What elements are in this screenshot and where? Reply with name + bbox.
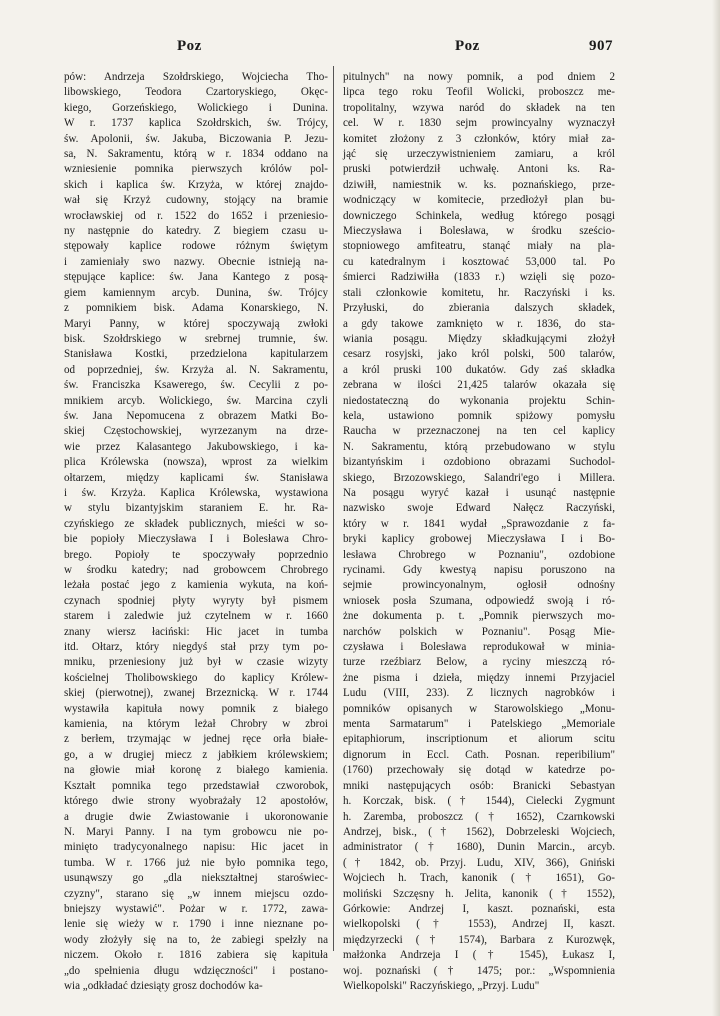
text-line: znany wiersz łaciński: Hic jacet in tumba: [64, 625, 328, 638]
text-line: rycinami. Gdy kwestyą napisu poruszono na: [343, 564, 615, 576]
text-line: moliński Szczęsny h. Jelita, kanonik († 1552),: [343, 887, 615, 900]
text-line: bizantyńskim i ozdobiono obrazami Suchodol-: [343, 456, 615, 469]
text-line: plica Królewska (nowsza), wprost za wielkim: [64, 456, 328, 469]
text-line: dignorum in Eccl. Cath. Posnan. reperibilium": [343, 748, 615, 761]
text-line: itd. Ołtarz, który niegdyś stał przy tym po-: [64, 641, 328, 654]
text-line: usunąwszy go „dla niekształtnej staroświec-: [64, 872, 328, 885]
text-line: woj. poznański († 1475; por.: „Wspomnienia: [343, 964, 615, 977]
text-line: a gdy takowe zamknięto w r. 1836, do sta-: [343, 317, 615, 330]
text-line: Górkowie: Andrzej I, kaszt. poznański, esta: [343, 902, 615, 915]
text-line: tropolitalny, wzywa naród do składek na ten: [343, 101, 615, 114]
text-line: wie przez Kalasantego Jakubowskiego, i ka-: [64, 440, 328, 453]
text-line: skich i kaplica św. Krzyża, w której znajdo-: [64, 178, 328, 191]
text-line: zebrana w ilości 21,425 talarów okazała się: [343, 379, 615, 392]
text-line: św. Jana Nepomucena z obrazem Matki Bo-: [64, 409, 328, 422]
text-line: na głowie miał koronę z białego kamienia.: [64, 764, 328, 777]
text-line: kościelnej Tholibowskiego do kaplicy Królew-: [64, 671, 328, 684]
text-line: mniku, przeniesiony już był w czasie wizyty: [64, 656, 328, 669]
text-line: bniejszy wystawić". Pożar w r. 1772, zawa-: [64, 902, 328, 915]
text-line: Ludu (VIII, 233). Z licznych nagrobków i: [343, 687, 615, 700]
text-line: cu katedralnym i kosztować 53,000 tal. Po: [343, 255, 615, 268]
text-line: z pomnikiem bisk. Adama Konarskiego, N.: [64, 302, 328, 315]
text-line: h. Zaremba, proboszcz († 1652), Czarnkowski: [343, 810, 615, 823]
text-line: i św. Krzyża. Kaplica Królewska, wystawiona: [64, 486, 328, 499]
text-line: Wojciech h. Trach, kanonik († 1651), Go-: [343, 872, 615, 885]
text-line: († 1842, ob. Przyj. Ludu, XIV, 366), Gniński: [343, 856, 615, 869]
text-line: małżonka Andrzeja I († 1545), Łukasz I,: [343, 949, 615, 962]
text-line: śmierci Radziwiłła (1833 r.) wzięli się pozo-: [343, 271, 615, 284]
text-line: skiego, Brzozowskiego, Salandri'ego i Millera.: [343, 471, 615, 484]
text-line: kamienia, na którym leżał Chrobry w zbroi: [64, 718, 328, 731]
text-line: nazwisko swoje Edward Nałęcz Raczyński,: [343, 502, 615, 515]
text-line: który w r. 1841 wydał „Sprawozdanie z fa-: [343, 517, 615, 530]
text-line: Przyłuski, do zbierania dalszych składek,: [343, 302, 615, 315]
text-line: Kształt pomnika tego przedstawiał czworobok,: [64, 779, 328, 792]
text-line: kiego, Gorzeńskiego, Wolickiego i Dunina.: [64, 101, 328, 114]
text-line: Wielkopolski" Raczyńskiego, „Przyj. Ludu": [343, 979, 540, 992]
text-line: ołtarzem, między kaplicami św. Stanisława: [64, 471, 328, 484]
text-line: stali członkowie komitetu, hr. Raczyński i ks.: [343, 286, 615, 299]
text-line: wielkopolski († 1553), Andrzej II, kaszt.: [343, 918, 615, 931]
text-line: stopniowego amfiteatru, stanąć miały na pla-: [343, 240, 615, 253]
text-line: komitet złożony z 3 członków, który miał za-: [343, 132, 615, 145]
text-line: pruski potwierdził uchwałę. Antoni ks. Ra-: [343, 163, 615, 176]
text-line: niczem. Około r. 1816 zabiera się kapituła: [64, 949, 328, 962]
text-line: stępowały kaplice rodowe różnym świętym: [64, 240, 328, 253]
text-line: wniosek posła Szumana, odpowiedź swoją i ró-: [343, 594, 615, 607]
text-line: wodniczący w komitecie, przedłożył plan bu-: [343, 194, 615, 207]
text-line: leżała postać jego z kamienia wykuta, na koń-: [64, 579, 328, 592]
text-line: wzniesienie pomnika pierwszych królów pol-: [64, 163, 328, 176]
text-line: międzyrzecki († 1574), Barbara z Kurozwęk,: [343, 933, 615, 946]
right-text-column: [343, 70, 615, 994]
text-line: go, a w drugiej miecz z jabłkiem królewskiem;: [64, 748, 328, 761]
text-line: od poprzedniej, św. Krzyża al. N. Sakramentu,: [64, 363, 328, 376]
text-line: „do spełnienia długu wdzięczności" i postano-: [64, 964, 328, 977]
text-line: h. Korczak, bisk. († 1544), Cielecki Zygmunt: [343, 795, 615, 808]
text-line: stępujące kaplice: św. Jana Kantego z posą-: [64, 271, 328, 284]
text-line: wia „odkładać dziesiąty grosz dochodów ka-: [64, 979, 263, 992]
text-line: epitaphiorum, inscriptionum et aliorum scitu: [343, 733, 615, 746]
text-line: czyńskiego ze składek publicznych, mieści w so-: [64, 517, 328, 530]
text-line: wystawiła kapituła nowy pomnik z białego: [64, 702, 328, 715]
page-number: 907: [589, 38, 613, 54]
text-line: ny następnie do katedry. Z biegiem czasu u-: [64, 225, 328, 238]
text-line: św. Franciszka Ksawerego, św. Cecylii z po-: [64, 379, 328, 392]
text-line: libowskiego, Teodora Czartoryskiego, Okęc-: [64, 86, 328, 99]
text-line: w środku katedry; nad grobowcem Chrobrego: [64, 564, 328, 576]
text-line: pitulnych" na nowy pomnik, a pod dniem 2: [343, 71, 615, 83]
text-line: Na posągu wyryć kazał i usunąć następnie: [343, 486, 615, 499]
text-line: kela, ustawiono pomnik spiżowy pomysłu: [343, 409, 615, 422]
text-line: lenie się wieży w r. 1790 i inne nieznane po-: [64, 918, 328, 931]
text-line: a król pruski 100 dukatów. Gdy zaś składka: [343, 363, 615, 376]
text-line: skiej Częstochowskiej, wyrzezanym na drze-: [64, 425, 328, 438]
text-line: i zamieniały swo nazwy. Obecnie istnieją na-: [64, 255, 328, 268]
text-line: cel. W r. 1830 sejm prowincyalny wyznaczył: [343, 117, 615, 130]
text-line: W r. 1737 kaplica Szołdrskich, św. Trójcy,: [64, 117, 328, 130]
text-line: pów: Andrzeja Szołdrskiego, Wojciecha Tho-: [64, 71, 328, 83]
text-line: a drugie dwie Zwiastowanie i ukoronowanie: [64, 810, 328, 823]
text-line: sa, N. Sakramentu, którą w r. 1834 oddano na: [64, 148, 328, 161]
text-line: starem i zaledwie już czytelnem w r. 1660: [64, 610, 328, 623]
text-line: św. Apolonii, św. Jakuba, Biczowania P. Jezu-: [64, 132, 328, 145]
text-line: wody złożyły się na to, że zabiegi spełzły na: [64, 933, 328, 946]
text-line: tumba. W r. 1766 już nie było pomnika tego,: [64, 856, 328, 869]
text-line: bisk. Szołdrskiego w srebrnej trumnie, św.: [64, 332, 328, 345]
text-line: bryki kaplicy grobowej Mieczysława I i Bo-: [343, 533, 615, 546]
text-line: Raucha w przeznaczonej na ten cel kaplicy: [343, 425, 615, 438]
left-text-column: [64, 70, 328, 994]
text-line: żne pisma i dzieła, między innemi Przyjaciel: [343, 671, 615, 684]
text-line: z berłem, trzymając w jednej ręce orła białe-: [64, 733, 328, 746]
running-head-left: Poz: [177, 38, 202, 54]
text-line: Andrzej, bisk., († 1562), Dobrzeleski Wojciech,: [343, 825, 615, 838]
running-head-right: Poz: [455, 38, 480, 54]
page-edge-shadow: [712, 0, 720, 1016]
column-divider: [333, 66, 334, 951]
text-line: cesarz rosyjski, jako król polski, 500 talarów,: [343, 348, 615, 361]
text-line: downiczego Schinkela, według którego posągi: [343, 209, 615, 222]
text-line: czysława i Bolesława reprodukował w minia-: [343, 641, 615, 654]
text-line: lesława Chrobrego w Poznaniu", ozdobione: [343, 548, 615, 561]
text-line: turze rzeźbiarz Below, a ryciny mieszczą ró-: [343, 656, 615, 669]
text-line: mniki następujących osób: Branicki Sebastyan: [343, 779, 615, 792]
text-line: skiej (pierwotnej), zwanej Brzeznicką. W r. 1744: [64, 687, 328, 700]
text-line: niedostateczną do wykonania projektu Schin-: [343, 394, 615, 407]
text-line: narchów polskich w Poznaniu". Posąg Mie-: [343, 625, 615, 638]
text-line: czyzny", starano się „w innem miejscu ozdo-: [64, 887, 328, 900]
text-line: dziwiłł, namiestnik w. ks. poznańskiego, prze-: [343, 178, 615, 191]
text-line: mnikiem arcyb. Wolickiego, św. Marcina czyli: [64, 394, 328, 407]
text-line: N. Sakramentu, którą przebudowano w stylu: [343, 440, 615, 453]
text-line: wał się Krzyż cudowny, stojący na bramie: [64, 194, 328, 207]
text-line: lipca tego roku Teofil Wolicki, proboszcz me-: [343, 86, 615, 99]
text-line: (1760) przechowały się dotąd w katedrze po-: [343, 764, 615, 777]
text-line: czynach spodniej płyty wyryty był pismem: [64, 594, 328, 607]
text-line: minięto tradycyonalnego napisu: Hic jacet in: [64, 841, 328, 854]
text-line: jąć się urzeczywistnieniem zamiaru, a król: [343, 148, 615, 161]
text-line: pomników opisanych w Starowolskiego „Monu-: [343, 702, 615, 715]
text-line: giem kamiennym arcyb. Dunina, św. Trójcy: [64, 286, 328, 299]
text-line: żne dokumenta p. t. „Pomnik pierwszych mo-: [343, 610, 615, 623]
text-line: brego. Popioły te spoczywały poprzednio: [64, 548, 328, 561]
text-line: Mieczysława i Bolesława, w środku sześcio-: [343, 225, 615, 238]
text-line: administrator († 1680), Dunin Marcin., arcyb.: [343, 841, 615, 854]
text-line: sejmie prowincyonalnym, ogłosił odnośny: [343, 579, 615, 592]
text-line: wiania posągu. Między składkującymi złożył: [343, 332, 615, 345]
text-line: Stanisława Kostki, przedzielona kapitularzem: [64, 348, 328, 361]
text-line: w stylu bizantyjskim staraniem E. hr. Ra-: [64, 502, 328, 515]
text-line: bie popioły Mieczysława I i Bolesława Chro-: [64, 533, 328, 546]
text-line: menta Sarmatarum" i Patelskiego „Memoriale: [343, 718, 615, 731]
text-line: N. Maryi Panny. I na tym grobowcu nie po-: [64, 825, 328, 838]
text-line: którego dwie strony wyobrażały 12 apostołów,: [64, 795, 328, 808]
text-line: wrocławskiej od r. 1522 do 1652 i przeniesio-: [64, 209, 328, 222]
text-line: Maryi Panny, w której spoczywają zwłoki: [64, 317, 328, 330]
